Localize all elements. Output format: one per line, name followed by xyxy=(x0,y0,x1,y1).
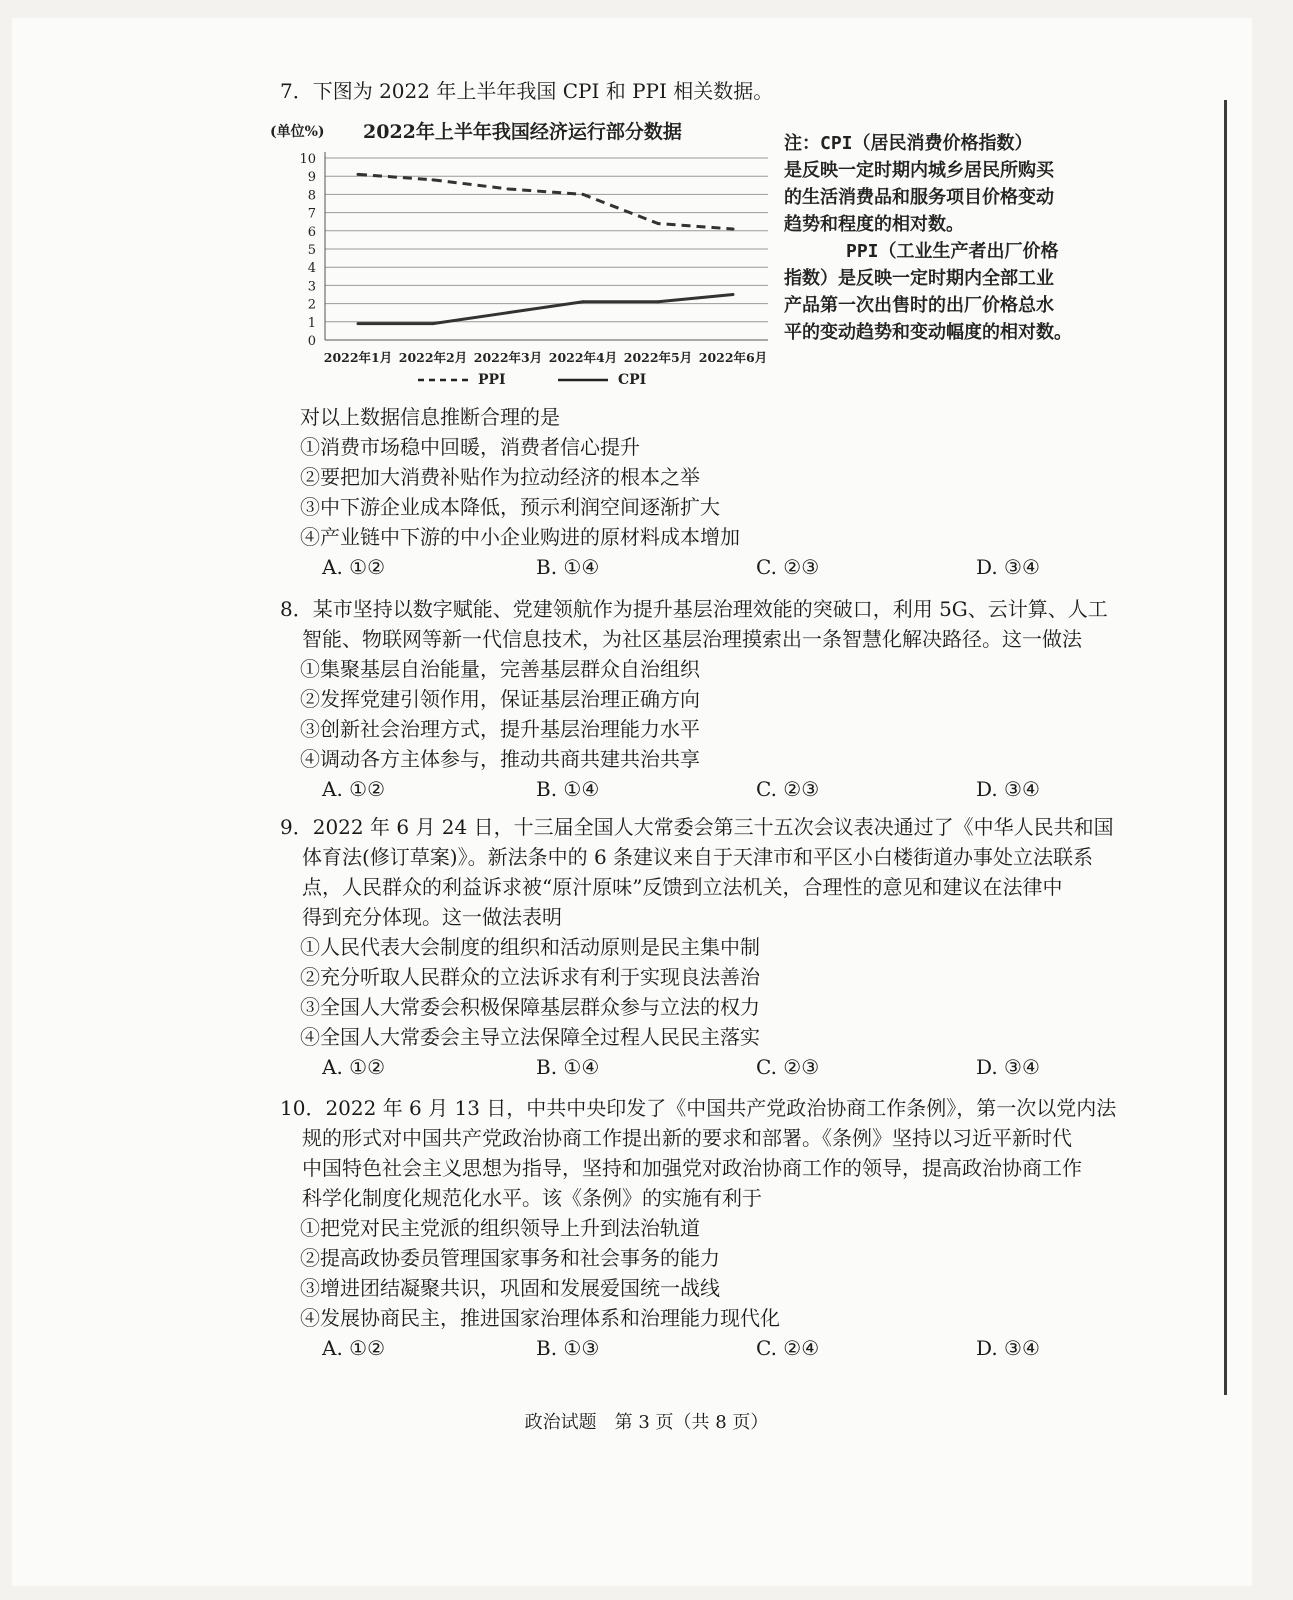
data-point-ppi xyxy=(432,178,435,181)
question-7-choices xyxy=(280,552,1190,582)
y-tick-label: 3 xyxy=(307,279,316,295)
question-10-stem-line: 科学化制度化规范化水平。该《条例》的实施有利于 xyxy=(302,1186,762,1210)
note-line: 产品第一次出售时的出厂价格总水 xyxy=(784,295,1054,316)
choice-a[interactable]: A. ①② xyxy=(322,555,386,579)
choice-d[interactable]: D. ③④ xyxy=(976,555,1040,579)
y-tick-label: 2 xyxy=(307,297,316,313)
data-point-ppi xyxy=(582,193,585,196)
choice-b[interactable]: B. ①④ xyxy=(536,777,600,801)
y-tick-label: 8 xyxy=(307,188,316,204)
data-point-cpi xyxy=(657,300,660,303)
choice-d[interactable]: D. ③④ xyxy=(976,1336,1040,1360)
question-8-stem-line: 智能、物联网等新一代信息技术，为社区基层治理摸索出一条智慧化解决路径。这一做法 xyxy=(302,627,1082,651)
question-7-option: ①消费市场稳中回暖，消费者信心提升 xyxy=(300,435,640,459)
choice-c[interactable]: C. ②③ xyxy=(756,777,820,801)
question-10 xyxy=(280,1093,1190,1363)
question-10-stem-line: 10．2022 年 6 月 13 日，中共中央印发了《中国共产党政治协商工作条例》，第一次以党内法 xyxy=(280,1096,1117,1120)
question-10-stem-line: 中国特色社会主义思想为指导，坚持和加强党对政治协商工作的领导，提高政治协商工作 xyxy=(302,1156,1082,1180)
note-line: PPI（工业生产者出厂价格 xyxy=(846,241,1059,262)
y-tick-label: 7 xyxy=(307,206,316,222)
data-point-cpi xyxy=(582,300,585,303)
question-9-option: ①人民代表大会制度的组织和活动原则是民主集中制 xyxy=(300,935,760,959)
choice-c[interactable]: C. ②③ xyxy=(756,555,820,579)
data-point-cpi xyxy=(432,322,435,325)
question-9 xyxy=(280,812,1190,1082)
question-7-option: ③中下游企业成本降低，预示利润空间逐渐扩大 xyxy=(300,495,720,519)
question-10-option: ①把党对民主党派的组织领导上升到法治轨道 xyxy=(300,1216,700,1240)
note-line: 平的变动趋势和变动幅度的相对数。 xyxy=(784,322,1072,343)
series-line-cpi xyxy=(358,295,733,324)
choice-c[interactable]: C. ②③ xyxy=(756,1055,820,1079)
chart-title: 2022年上半年我国经济运行部分数据 xyxy=(363,121,682,143)
data-point-ppi xyxy=(657,222,660,225)
note-line: 的生活消费品和服务项目价格变动 xyxy=(784,187,1054,208)
data-point-ppi xyxy=(732,227,735,230)
question-10-choices xyxy=(280,1333,1190,1363)
data-point-cpi xyxy=(507,311,510,314)
question-7-option: ④产业链中下游的中小企业购进的原材料成本增加 xyxy=(300,525,740,549)
question-9-option: ②充分听取人民群众的立法诉求有利于实现良法善治 xyxy=(300,965,760,989)
chart-unit-label: (单位%) xyxy=(270,124,325,140)
y-tick-label: 0 xyxy=(307,334,316,349)
question-8 xyxy=(280,594,1190,804)
y-tick-label: 10 xyxy=(299,152,316,167)
x-tick-label: 2022年5月 xyxy=(623,350,693,365)
choice-d[interactable]: D. ③④ xyxy=(976,1055,1040,1079)
note-line: 趋势和程度的相对数。 xyxy=(784,214,964,235)
note-line: 注：CPI（居民消费价格指数） xyxy=(784,133,1033,154)
x-tick-label: 2022年1月 xyxy=(323,350,393,365)
legend-label-ppi: PPI xyxy=(478,372,506,388)
x-tick-label: 2022年4月 xyxy=(548,350,618,365)
chart-note xyxy=(784,130,1139,346)
question-9-stem-line: 9．2022 年 6 月 24 日，十三届全国人大常委会第三十五次会议表决通过了《中华人民共和国 xyxy=(280,815,1114,839)
choice-b[interactable]: B. ①④ xyxy=(536,555,600,579)
question-7-stem xyxy=(280,76,1190,106)
y-tick-label: 1 xyxy=(307,315,316,331)
x-tick-label: 2022年2月 xyxy=(398,350,468,365)
choice-a[interactable]: A. ①② xyxy=(322,1055,386,1079)
y-tick-label: 4 xyxy=(307,261,316,277)
question-9-stem-line: 体育法(修订草案)》。新法条中的 6 条建议来自于天津市和平区小白楼街道办事处立法联系 xyxy=(302,845,1094,869)
question-9-option: ④全国人大常委会主导立法保障全过程人民民主落实 xyxy=(300,1025,760,1049)
question-7-stem-text: 7．下图为 2022 年上半年我国 CPI 和 PPI 相关数据。 xyxy=(280,79,774,103)
question-10-option: ②提高政协委员管理国家事务和社会事务的能力 xyxy=(300,1246,720,1270)
question-7-prompt: 对以上数据信息推断合理的是 xyxy=(300,405,560,429)
question-7-option: ②要把加大消费补贴作为拉动经济的根本之举 xyxy=(300,465,700,489)
cpi-ppi-line-chart xyxy=(268,112,778,397)
question-8-choices xyxy=(280,774,1190,804)
question-7-body xyxy=(280,402,1190,582)
question-10-option: ④发展协商民主，推进国家治理体系和治理能力现代化 xyxy=(300,1306,780,1330)
x-tick-label: 2022年3月 xyxy=(473,350,543,365)
choice-b[interactable]: B. ①③ xyxy=(536,1336,600,1360)
question-9-stem-line: 得到充分体现。这一做法表明 xyxy=(302,905,562,929)
note-line: 指数）是反映一定时期内全部工业 xyxy=(784,268,1054,289)
question-8-option: ③创新社会治理方式，提升基层治理能力水平 xyxy=(300,717,700,741)
choice-c[interactable]: C. ②④ xyxy=(756,1336,820,1360)
data-point-ppi xyxy=(357,173,360,176)
choice-d[interactable]: D. ③④ xyxy=(976,777,1040,801)
data-point-cpi xyxy=(357,322,360,325)
question-9-stem-line: 点，人民群众的利益诉求被“原汁原味”反馈到立法机关，合理性的意见和建议在法律中 xyxy=(302,875,1063,899)
data-point-cpi xyxy=(732,293,735,296)
page-footer: 政治试题 第 3 页（共 8 页） xyxy=(524,1412,769,1433)
note-line: 是反映一定时期内城乡居民所购买 xyxy=(784,160,1054,181)
y-tick-label: 6 xyxy=(307,224,316,240)
page-edge-line xyxy=(1224,100,1227,1395)
question-8-option: ②发挥党建引领作用，保证基层治理正确方向 xyxy=(300,687,700,711)
choice-a[interactable]: A. ①② xyxy=(322,777,386,801)
data-point-ppi xyxy=(507,187,510,190)
question-8-stem-line: 8．某市坚持以数字赋能、党建领航作为提升基层治理效能的突破口，利用 5G、云计算、人工 xyxy=(280,597,1108,621)
question-8-option: ①集聚基层自治能量，完善基层群众自治组织 xyxy=(300,657,700,681)
choice-a[interactable]: A. ①② xyxy=(322,1336,386,1360)
legend-label-cpi: CPI xyxy=(618,372,647,388)
y-tick-label: 9 xyxy=(307,170,316,186)
y-tick-label: 5 xyxy=(307,243,316,258)
question-10-stem-line: 规的形式对中国共产党政治协商工作提出新的要求和部署。《条例》坚持以习近平新时代 xyxy=(302,1126,1072,1150)
question-9-choices xyxy=(280,1052,1190,1082)
question-10-option: ③增进团结凝聚共识，巩固和发展爱国统一战线 xyxy=(300,1276,720,1300)
choice-b[interactable]: B. ①④ xyxy=(536,1055,600,1079)
x-tick-label: 2022年6月 xyxy=(698,350,768,365)
question-9-option: ③全国人大常委会积极保障基层群众参与立法的权力 xyxy=(300,995,760,1019)
series-line-ppi xyxy=(358,174,733,229)
question-8-option: ④调动各方主体参与，推动共商共建共治共享 xyxy=(300,747,700,771)
